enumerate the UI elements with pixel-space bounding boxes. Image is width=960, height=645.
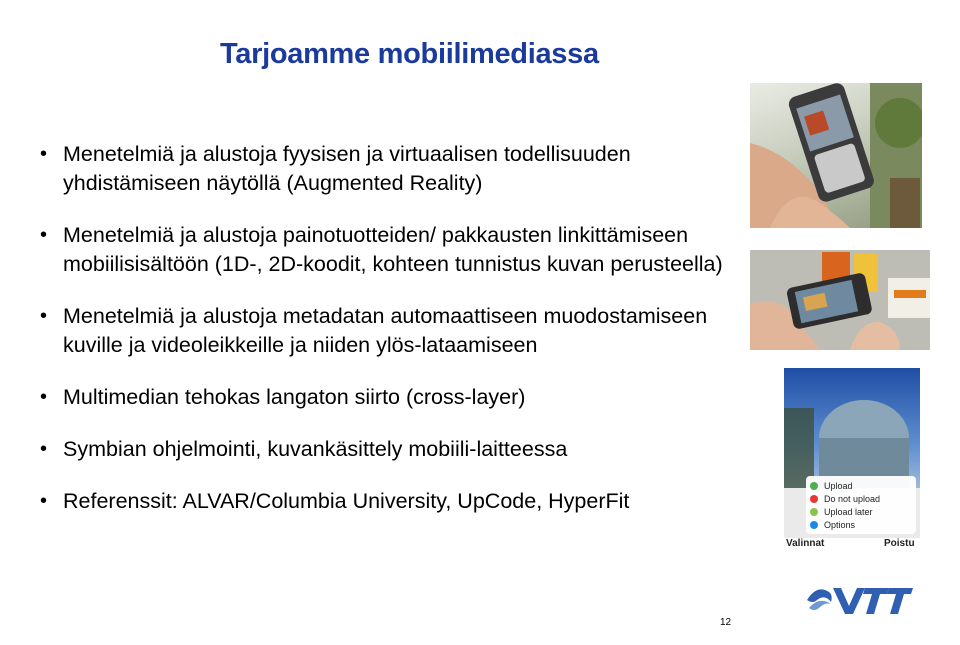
menu-item-upload[interactable] <box>810 479 912 492</box>
vtt-logo <box>803 578 915 622</box>
menu-item-options[interactable] <box>810 518 912 531</box>
options-icon <box>810 521 818 529</box>
code-scan-photo <box>750 250 930 350</box>
bullet-item: • Menetelmiä ja alustoja painotuotteiden/ pakkausten linkittämiseen mobiilisisältöön (1D-, 2D-koodit, kohteen tunnistus kuvan perusteella) <box>40 221 730 279</box>
slide-number: 12 <box>720 617 732 628</box>
menu-item-label: Options <box>824 519 856 530</box>
slide-title: Tarjoamme mobiilimediassa <box>220 38 599 70</box>
left-softkey[interactable]: Valinnat <box>786 538 825 549</box>
ar-phone-illustration <box>750 83 922 228</box>
bullet-item: • Multimedian tehokas langaton siirto (cross-layer) <box>40 383 730 412</box>
menu-item-do-not-upload[interactable] <box>810 492 912 505</box>
bullet-item: • Referenssit: ALVAR/Columbia University, UpCode, HyperFit <box>40 487 730 516</box>
menu-item-label: Upload <box>824 480 853 491</box>
menu-item-label: Upload later <box>824 506 873 517</box>
bullet-item: • Symbian ohjelmointi, kuvankäsittely mobiili-laitteessa <box>40 435 730 464</box>
menu-item-label: Do not upload <box>824 493 881 504</box>
bullet-item: • Menetelmiä ja alustoja metadatan automaattiseen muodostamiseen kuville ja videoleikkeille ja niiden ylös-lataamiseen <box>40 302 730 360</box>
upload-later-icon <box>810 508 818 516</box>
code-scan-illustration <box>750 250 930 350</box>
no-upload-icon <box>810 495 818 503</box>
menu-item-upload-later[interactable] <box>810 505 912 518</box>
right-softkey[interactable]: Poistu <box>884 538 915 549</box>
ar-phone-photo <box>750 83 922 228</box>
bullet-item: • Menetelmiä ja alustoja fyysisen ja virtuaalisen todellisuuden yhdistämiseen näytöllä (Augmented Reality) <box>40 140 730 198</box>
vtt-logo-mark <box>803 578 915 622</box>
bullet-list <box>40 140 730 539</box>
upload-options-menu <box>806 476 916 534</box>
upload-icon <box>810 482 818 490</box>
upload-menu-screenshot <box>784 368 920 538</box>
